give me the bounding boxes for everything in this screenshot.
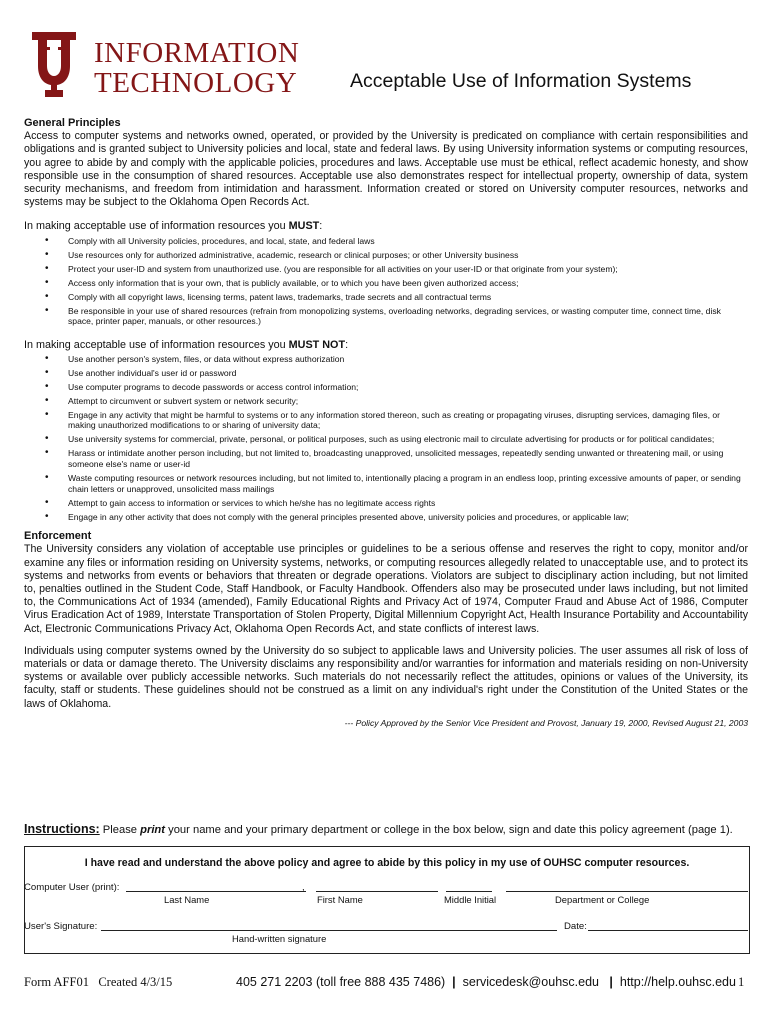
department-field[interactable]	[506, 891, 748, 892]
signature-label: User's Signature:	[24, 921, 98, 932]
date-label: Date:	[564, 921, 587, 932]
name-comma: ,	[302, 882, 305, 893]
instructions-emphasis: print	[140, 824, 165, 836]
must-not-list	[24, 354, 748, 522]
list-item: • Attempt to circumvent or subvert system or network security;	[24, 396, 748, 407]
list-item: • Engage in any activity that might be harmful to systems or to any information stored thereon, such as creating or propagating viruses, disrupting services, damaging files, or making unauthorized modifications to or sharing of university data;	[24, 410, 748, 431]
general-principles-heading: General Principles	[24, 117, 121, 129]
instructions-label: Instructions:	[24, 822, 100, 836]
created-date: Created 4/3/15	[98, 975, 173, 989]
list-item: • Comply with all copyright laws, licensing terms, patent laws, trademarks, trade secrets and all contractual terms	[24, 292, 748, 303]
list-item: • Be responsible in your use of shared resources (refrain from monopolizing systems, overloading networks, degrading services, or wasting computer time, connect time, disk space, printer paper, manuals, or other resources.)	[24, 306, 748, 327]
last-name-field[interactable]	[126, 891, 306, 892]
computer-user-label: Computer User (print):	[24, 882, 120, 893]
first-name-field[interactable]	[316, 891, 438, 892]
signature-caption: Hand-written signature	[232, 933, 327, 944]
list-item: • Use computer programs to decode passwords or access control information;	[24, 382, 748, 393]
logo-line-2: TECHNOLOGY	[94, 67, 298, 99]
date-field[interactable]	[588, 930, 748, 931]
must-not-keyword: MUST NOT	[288, 338, 346, 351]
policy-content	[24, 117, 748, 730]
policy-approval-note: --- Policy Approved by the Senior Vice President and Provost, January 19, 2000, Revised August 21, 2003	[344, 717, 748, 728]
must-not-lead-text: In making acceptable use of information resources you	[24, 338, 289, 351]
middle-initial-caption: Middle Initial	[444, 894, 497, 905]
footer-tollfree: (toll free 888 435 7486)	[315, 975, 446, 989]
must-not-suffix: :	[345, 338, 349, 351]
ou-logo-icon	[28, 30, 80, 98]
document-title: Acceptable Use of Information Systems	[350, 70, 692, 92]
department-caption: Department or College	[555, 894, 650, 905]
footer-email: servicedesk@ouhsc.edu	[462, 975, 599, 989]
must-not-lead	[24, 339, 748, 352]
signature-field[interactable]	[101, 930, 557, 931]
page-number: 1	[738, 975, 745, 989]
must-keyword: MUST	[288, 220, 320, 233]
form-id: Form AFF01	[24, 975, 89, 989]
logo-line-1: INFORMATION	[94, 37, 300, 69]
must-list	[24, 236, 748, 327]
enforcement-heading: Enforcement	[24, 530, 92, 543]
middle-initial-field[interactable]	[446, 891, 492, 892]
instructions-text-after: your name and your primary department or college in the box below, sign and date this policy agreement (page 1).	[165, 824, 733, 836]
list-item: • Engage in any other activity that does not comply with the general principles presented above, university policies and procedures, or applicable law;	[24, 512, 748, 523]
list-item: • Access only information that is your own, that is publicly available, or to which you have been given authorized access;	[24, 278, 748, 289]
agreement-statement: I have read and understand the above policy and agree to abide by this policy in my use of OUHSC computer resources.	[84, 857, 690, 869]
enforcement-paragraph-2: Individuals using computer systems owned by the University do so subject to applicable laws and University policies. The user assumes all risk of loss of materials or data or damage thereto. The University disclaims any responsibility and/or warranties for information and materials residing on non-University systems or available over publicly accessible networks. Such materials do not necessarily reflect the attitudes, opinions or values of the University, its faculty, staff or students. These guidelines should not be construed as a limit on any individual's right under the Constitution of the United States or the laws of Oklahoma.	[24, 644, 748, 710]
list-item: • Waste computing resources or network resources including, but not limited to, intentionally placing a program in an endless loop, printing excessive amounts of paper, or sending chain letters or unapproved, unsolicited mass mailings	[24, 473, 748, 494]
list-item: • Use another individual's user id or password	[24, 368, 748, 379]
logo-wordmark	[94, 38, 299, 98]
list-item: • Use university systems for commercial, private, personal, or political purposes, such as using electronic mail to circulate advertising for products or for political candidates;	[24, 434, 748, 445]
footer-contact	[236, 975, 736, 989]
list-item: • Attempt to gain access to information or services to which he/she has no legitimate access rights	[24, 498, 748, 509]
first-name-caption: First Name	[317, 894, 363, 905]
last-name-caption: Last Name	[164, 894, 210, 905]
footer-form-id	[24, 975, 172, 990]
list-item: • Use another person's system, files, or data without express authorization	[24, 354, 748, 365]
list-item: • Harass or intimidate another person including, but not limited to, broadcasting unapproved, unsolicited messages, repeatedly sending unwanted or threatening mail, or using someone else's name or user-id	[24, 448, 748, 469]
must-lead-text: In making acceptable use of information resources you	[24, 220, 289, 233]
instructions	[24, 822, 733, 836]
general-principles-paragraph: Access to computer systems and networks owned, operated, or provided by the University is predicated on compliance with certain responsibilities and obligations and is granted subject to University policies and local, state and federal laws. By using University information systems or computing resources, you agree to abide by and comply with the applicable policies, procedures and laws. Acceptable use must be ethical, reflect academic honesty, and show responsible use in the consumption of shared resources. Acceptable use also demonstrates respect for intellectual property, ownership of data, system security mechanisms, and freedom from intimidation and harassment. Information created or stored on University computer resources, networks and systems may be subject to the Oklahoma Open Records Act.	[24, 130, 748, 209]
footer-phone: 405 271 2203	[236, 975, 313, 989]
footer-separator-2: |	[609, 975, 613, 989]
instructions-text-before: Please	[99, 824, 141, 836]
must-suffix: :	[319, 220, 323, 233]
footer-website: http://help.ouhsc.edu	[619, 975, 736, 989]
enforcement-paragraph-1: The University considers any violation of acceptable use principles or guidelines to be a serious offense and reserves the right to copy, monitor and/or examine any files or information residing on University systems, networks, or computing resources allegedly related to unacceptable use, and to protect its systems and networks from events or behaviors that threaten or degrade operations. Violators are subject to disciplinary action including, but not limited to, penalties outlined in the Student Code, Staff Handbook, or Faculty Handbook. Offenders also may be prosecuted under laws including, but not limited to, the Communications Act of 1934 (amended), Family Educational Rights and Privacy Act of 1974, Computer Fraud and Abuse Act of 1986, Computer Virus Eradication Act of 1989, Interstate Transportation of Stolen Property, Digital Millennium Copyright Act, Health Insurance Portability and Accountability Act, Electronic Communications Privacy Act, Oklahoma Open Records Act, and state conflicts of interest laws.	[24, 543, 748, 635]
must-lead	[24, 220, 748, 233]
list-item: • Use resources only for authorized administrative, academic, research or clinical purposes; or other University business	[24, 250, 748, 261]
footer-separator-1: |	[452, 975, 456, 989]
list-item: • Comply with all University policies, procedures, and local, state, and federal laws	[24, 236, 748, 247]
list-item: • Protect your user-ID and system from unauthorized use. (you are responsible for all activities on your user-ID or that originate from your system);	[24, 264, 748, 275]
